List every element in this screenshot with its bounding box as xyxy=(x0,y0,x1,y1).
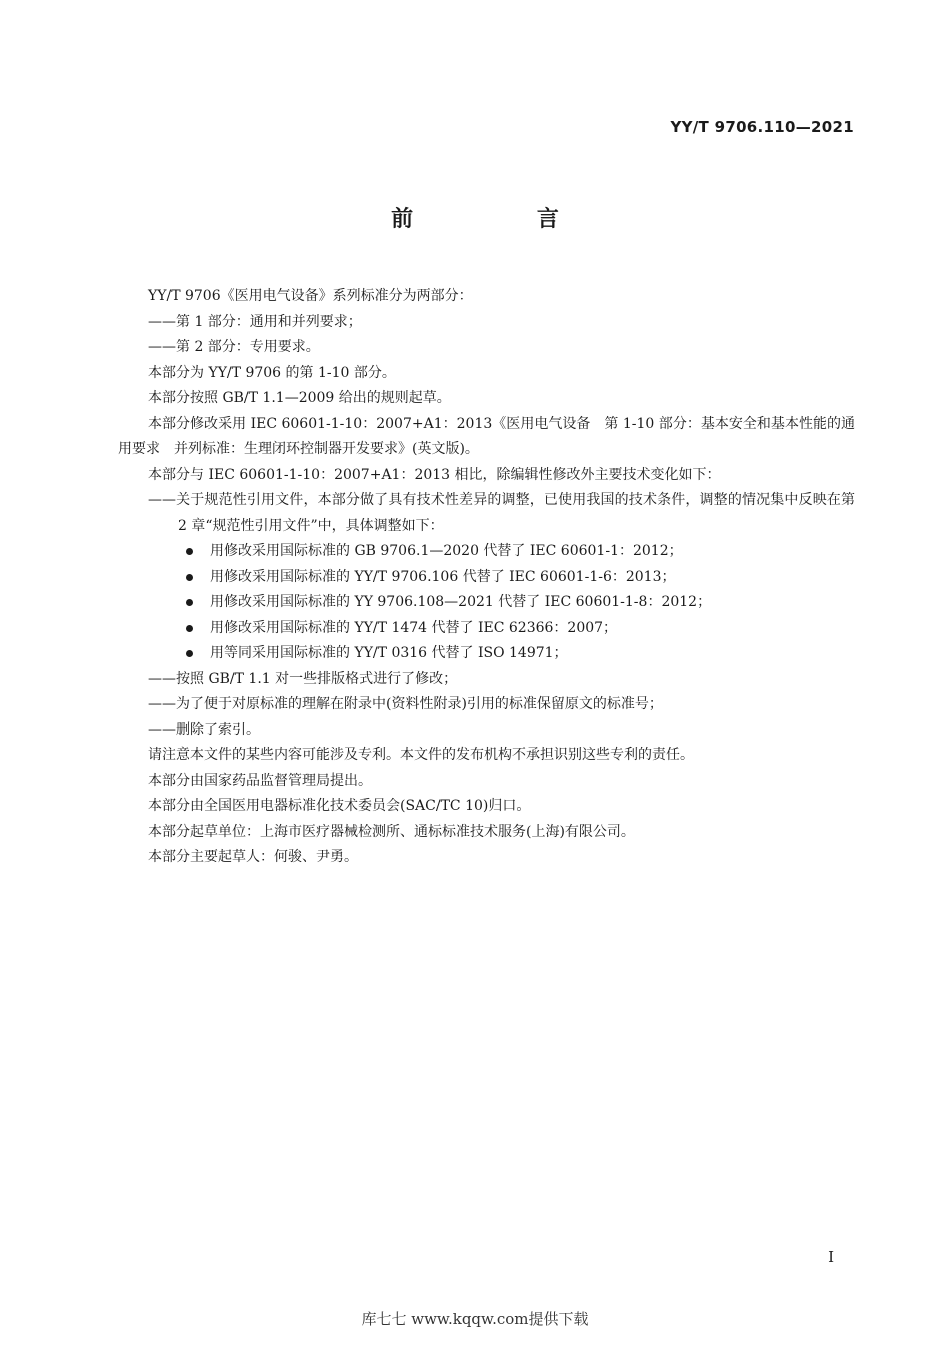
paragraph-committee: 本部分由全国医用电器标准化技术委员会(SAC/TC 10)归口。 xyxy=(148,798,531,814)
paragraph-changes-intro: 本部分与 IEC 60601-1-10：2007+A1：2013 相比，除编辑性修改外主要技术变化如下： xyxy=(148,466,721,483)
list-item: 用修改采用国际标准的 YY/T 1474 代替了 IEC 62366：2007； xyxy=(118,616,855,642)
paragraph-this-part: 本部分为 YY/T 9706 的第 1-10 部分。 xyxy=(148,364,396,381)
bullet-icon xyxy=(186,548,193,555)
paragraph-part2: ——第 2 部分：专用要求。 xyxy=(148,339,320,355)
paragraph-series-intro: YY/T 9706《医用电气设备》系列标准分为两部分： xyxy=(148,288,473,304)
list-item: 用修改采用国际标准的 GB 9706.1—2020 代替了 IEC 60601-1：2012； xyxy=(118,539,855,565)
bullet-icon xyxy=(186,574,193,581)
foreword-body xyxy=(118,284,855,871)
paragraph-drafting-units: 本部分起草单位：上海市医疗器械检测所、通标标准技术服务(上海)有限公司。 xyxy=(148,823,635,840)
page-title: 前 言 xyxy=(391,207,617,232)
download-footer: 库七七 www.kqqw.com提供下载 xyxy=(361,1310,589,1328)
paragraph-part1: ——第 1 部分：通用和并列要求； xyxy=(148,313,362,330)
paragraph-format-change: ——按照 GB/T 1.1 对一些排版格式进行了修改； xyxy=(148,670,458,687)
paragraph-proposed-by: 本部分由国家药品监督管理局提出。 xyxy=(148,772,372,789)
paragraph-patent-notice: 请注意本文件的某些内容可能涉及专利。本文件的发布机构不承担识别这些专利的责任。 xyxy=(148,747,694,763)
bullet-icon xyxy=(186,599,193,606)
paragraph-annex-refs: ——为了便于对原标准的理解在附录中(资料性附录)引用的标准保留原文的标准号； xyxy=(148,696,663,712)
bullet-icon xyxy=(186,625,193,632)
list-item: 用修改采用国际标准的 YY 9706.108—2021 代替了 IEC 60601-1-8：2012； xyxy=(118,590,855,616)
paragraph-index-removed: ——删除了索引。 xyxy=(148,721,260,738)
standard-code: YY/T 9706.110—2021 xyxy=(670,118,854,136)
page-number: I xyxy=(828,1248,834,1266)
list-item: 用修改采用国际标准的 YY/T 9706.106 代替了 IEC 60601-1-6：2013； xyxy=(118,565,855,591)
list-item: 用等同采用国际标准的 YY/T 0316 代替了 ISO 14971； xyxy=(118,641,855,667)
paragraph-drafting-rules: 本部分按照 GB/T 1.1—2009 给出的规则起草。 xyxy=(148,390,451,406)
paragraph-adoption: 本部分修改采用 IEC 60601-1-10：2007+A1：2013《医用电气设备 第 1-10 部分：基本安全和基本性能的通用要求 并列标准：生理闭环控制器开发要求》(英文版)。 xyxy=(118,415,855,457)
paragraph-normative-refs: ——关于规范性引用文件，本部分做了具有技术性差异的调整，已使用我国的技术条件，调整的情况集中反映在第 2 章“规范性引用文件”中，具体调整如下： xyxy=(148,492,855,534)
bullet-icon xyxy=(186,650,193,657)
paragraph-drafters: 本部分主要起草人：何骏、尹勇。 xyxy=(148,849,358,865)
